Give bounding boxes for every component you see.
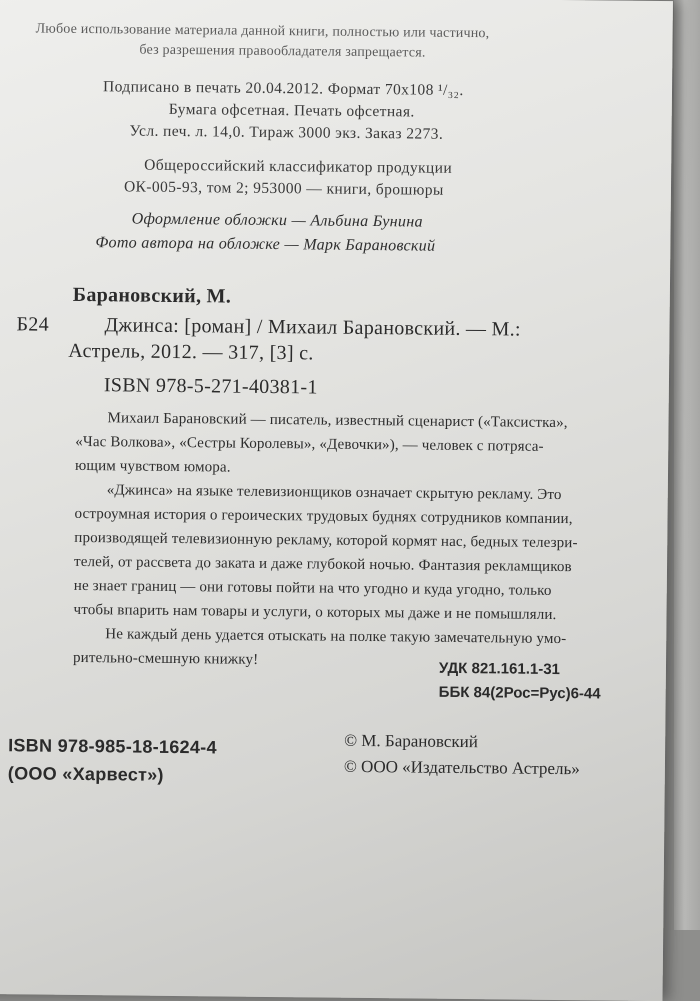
annotation-p2-line-4: телей, от рассвета до заката и даже глубокой ночью. Фантазия рекламщиков <box>73 553 572 576</box>
annotation-p1-line-2: «Час Волкова», «Сестры Королевы», «Девочки»), — человек с потряса- <box>75 433 544 455</box>
catalog-title-line-2: Астрель, 2012. — 317, [3] с. <box>68 339 314 365</box>
copyright-publisher: © ООО «Издательство Астрель» <box>343 756 580 779</box>
classifier-line-2: ОК-005-93, том 2; 953000 — книги, брошюры <box>123 178 444 199</box>
page-edge <box>674 0 700 930</box>
print-info-line-1: Подписано в печать 20.04.2012. Формат 70х108 ¹/₃₂. <box>102 78 464 99</box>
annotation-p2-line-3: производящей телевизионную рекламу, которой кормят нас, бедных телезри- <box>74 529 578 552</box>
catalog-author: Барановский, М. <box>72 283 232 308</box>
print-info-line-2: Бумага офсетная. Печать офсетная. <box>168 100 415 121</box>
annotation-p2-line-6: чтобы впарить нам товары и услуги, о которых мы даже и не помышляли. <box>73 601 557 623</box>
classifier-line-1: Общероссийский классификатор продукции <box>144 156 453 177</box>
author-photo-credit: Фото автора на обложке — Марк Барановский <box>95 234 436 255</box>
cover-design-credit: Оформление обложки — Альбина Бунина <box>131 210 423 231</box>
annotation-p1-line-3: ющим чувством юмора. <box>74 457 231 476</box>
catalog-code: Б24 <box>16 313 50 336</box>
annotation-p2-line-2: остроумная история о героических трудовых буднях сотрудников компании, <box>74 505 573 528</box>
legal-notice-line-1: Любое использование материала данной книги, полностью или частично, <box>35 21 490 42</box>
annotation-p2-line-5: не знает границ — они готовы пойти на что угодно и куда угодно, только <box>73 577 552 599</box>
bbk-code: ББК 84(2Рос=Рус)6-44 <box>438 683 601 703</box>
udk-code: УДК 821.161.1-31 <box>438 659 561 679</box>
catalog-title-line-1: Джинса: [роман] / Михаил Барановский. — М.: <box>104 314 521 341</box>
copyright-author: © М. Барановский <box>344 730 478 752</box>
copublisher-isbn: ISBN 978-985-18-1624-4 <box>8 735 217 758</box>
annotation-p1-line-1: Михаил Барановский — писатель, известный сценарист («Таксистка», <box>107 410 568 432</box>
catalog-isbn: ISBN 978-5-271-40381-1 <box>103 374 318 399</box>
legal-notice-line-2: без разрешения правообладателя запрещается. <box>139 42 426 61</box>
print-info-line-3: Усл. печ. л. 14,0. Тираж 3000 экз. Заказ 2273. <box>129 122 444 143</box>
annotation-p2-line-1: «Джинса» на языке телевизионщиков означает скрытую рекламу. Это <box>106 482 562 504</box>
copublisher-name: (ООО «Харвест») <box>7 763 164 785</box>
annotation-p3-line-2: рительно-смешную книжку! <box>72 649 259 668</box>
annotation-p3-line-1: Не каждый день удается отыскать на полке такую замечательную умо- <box>105 626 567 648</box>
